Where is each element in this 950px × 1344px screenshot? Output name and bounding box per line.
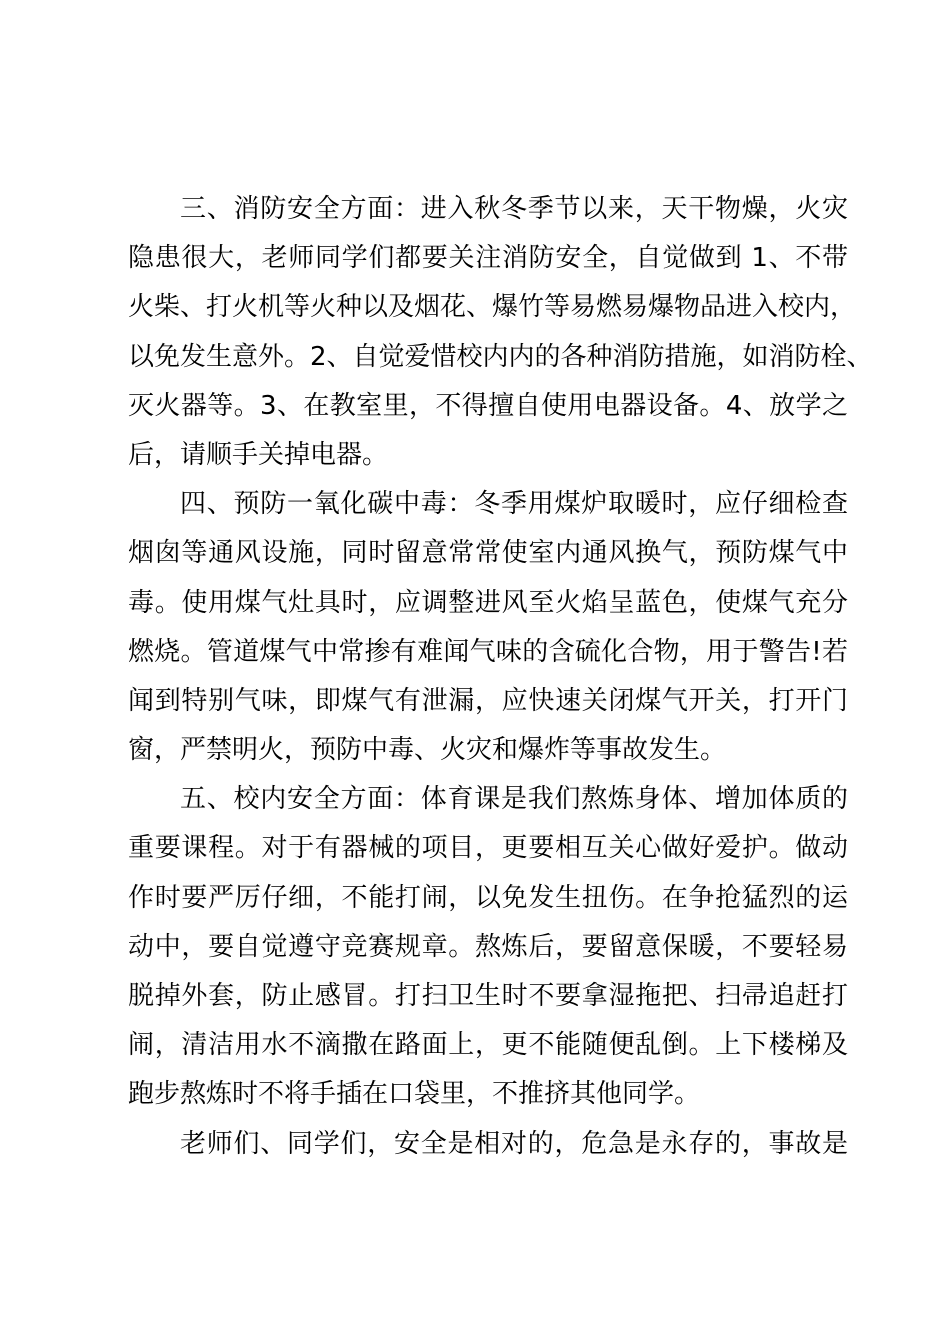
text-line: 三、消防安全方面：进入秋冬季节以来，天干物燥，火灾 [180,194,848,224]
paragraph-closing [128,1120,848,1169]
text-line: 以免发生意外。2、自觉爱惜校内内的各种消防措施，如消防栓、 [128,341,873,372]
text-line: 隐患很大，老师同学们都要关注消防安全，自觉做到 1、不带 [128,243,848,274]
text-line: 重要课程。对于有器械的项目，更要相互关心做好爱护。做动 [128,833,848,864]
paragraph-fire-safety [128,185,873,480]
text-line: 闻到特别气味，即煤气有泄漏，应快速关闭煤气开关，打开门 [128,685,848,716]
text-line: 后，请顺手关掉电器。 [128,439,389,470]
text-line: 四、预防一氧化碳中毒：冬季用煤炉取暖时，应仔细检查 [180,489,848,520]
paragraph-campus-safety [128,775,848,1119]
text-line: 燃烧。管道煤气中常掺有难闻气味的含硫化合物，用于警告!若 [128,636,848,667]
text-line: 烟囱等通风设施，同时留意常常使室内通风换气，预防煤气中 [128,538,848,569]
document-body [128,185,873,1169]
text-line: 作时要严厉仔细，不能打闹，以免发生扭伤。在争抢猛烈的运 [128,882,848,913]
text-line: 闹，清洁用水不滴撒在路面上，更不能随便乱倒。上下楼梯及 [128,1030,848,1061]
text-line: 窗，严禁明火，预防中毒、火灾和爆炸等事故发生。 [128,735,727,766]
text-line: 毒。使用煤气灶具时，应调整进风至火焰呈蓝色，使煤气充分 [128,587,848,618]
text-line: 跑步熬炼时不将手插在口袋里，不推挤其他同学。 [128,1079,701,1110]
text-line: 老师们、同学们，安全是相对的，危急是永存的，事故是 [180,1128,848,1159]
paragraph-carbon-monoxide [128,480,848,775]
text-line: 灭火器等。3、在教室里，不得擅自使用电器设备。4、放学之 [128,390,848,421]
text-line: 脱掉外套，防止感冒。打扫卫生时不要拿湿拖把、扫帚追赶打 [128,981,848,1011]
text-line: 五、校内安全方面：体育课是我们熬炼身体、增加体质的 [180,784,848,815]
text-line: 动中，要自觉遵守竞赛规章。熬炼后，要留意保暖，不要轻易 [128,931,848,962]
text-line: 火柴、打火机等火种以及烟花、爆竹等易燃易爆物品进入校内， [128,292,857,323]
